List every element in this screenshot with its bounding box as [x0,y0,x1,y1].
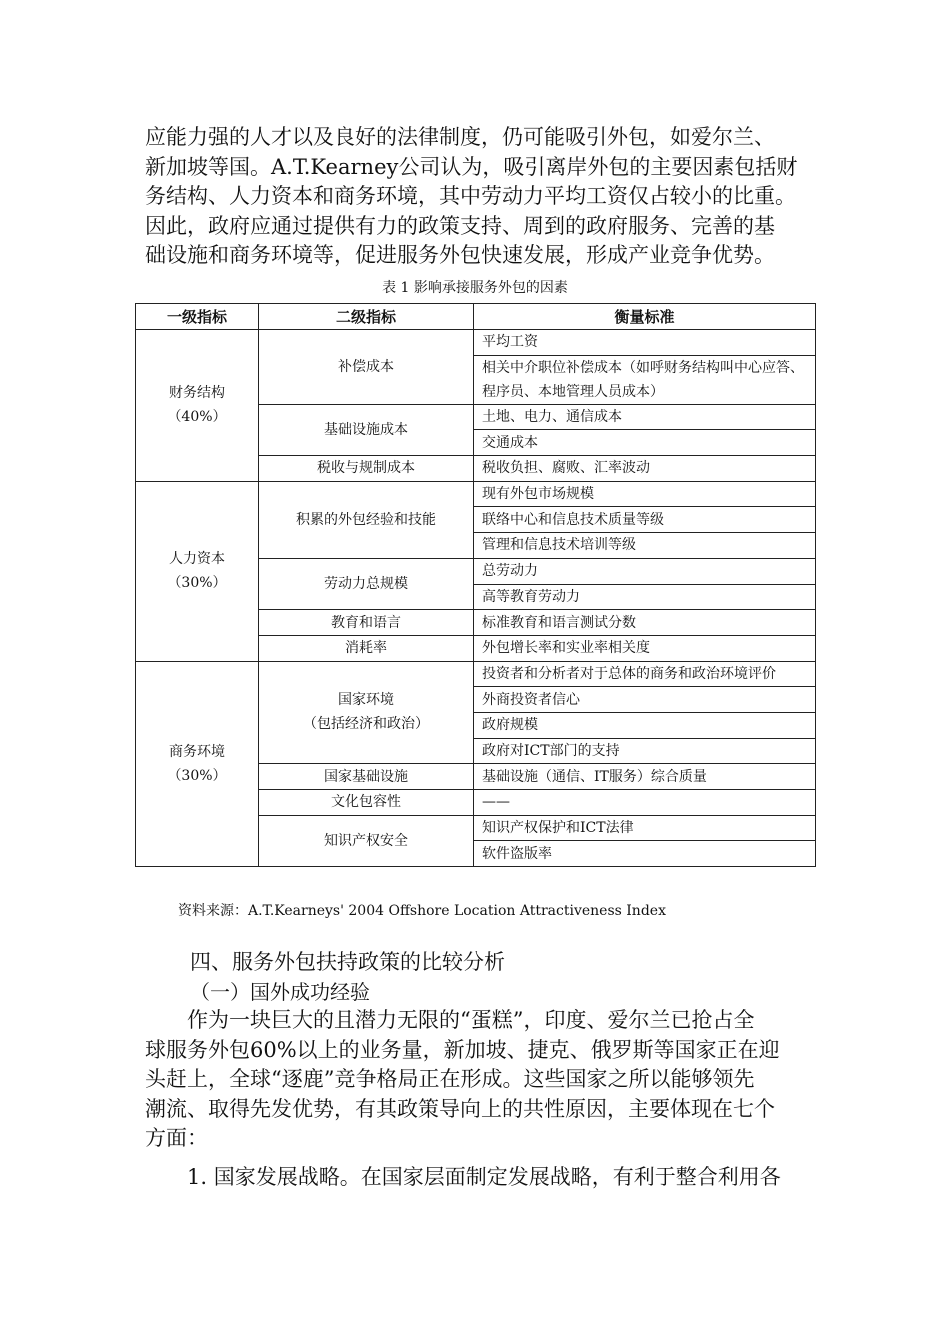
intro-line: 因此，政府应通过提供有力的政策支持、周到的政府服务、完善的基 [145,213,775,238]
criteria-cell: 交通成本 [474,430,816,456]
level1-weight: （30%） [167,767,227,784]
criteria-cell: —— [474,790,816,816]
intro-line: 新加坡等国。A.T.Kearney公司认为，吸引离岸外包的主要因素包括财 [145,154,798,179]
level2-cell: 基础设施成本 [259,404,474,455]
body-line: 方面： [145,1126,208,1150]
criteria-cell: 外商投资者信心 [474,687,816,713]
table-source-note: 资料来源：A.T.Kearneys' 2004 Offshore Location Attractiveness Index [178,903,666,919]
body-line: 头赶上，全球“逐鹿”竞争格局正在形成。这些国家之所以能够领先 [145,1067,755,1091]
table-row [136,481,816,507]
table-caption: 表 1 影响承接服务外包的因素 [382,280,568,296]
level2-cell: 补偿成本 [259,330,474,405]
list-item-1 [145,1163,815,1193]
level1-name: 人力资本 [169,551,225,568]
level2-cell: 国家基础设施 [259,764,474,790]
criteria-cell: 政府规模 [474,712,816,738]
level2-cell: 知识产权安全 [259,815,474,866]
criteria-cell: 政府对ICT部门的支持 [474,738,816,764]
criteria-cell: 基础设施（通信、IT服务）综合质量 [474,764,816,790]
criteria-cell: 软件盗版率 [474,841,816,867]
criteria-cell: 土地、电力、通信成本 [474,404,816,430]
intro-line: 务结构、人力资本和商务环境，其中劳动力平均工资仅占较小的比重。 [145,184,796,208]
level2-cell: 劳动力总规模 [259,558,474,609]
criteria-cell: 税收负担、腐败、汇率波动 [474,456,816,482]
criteria-cell: 外包增长率和实业率相关度 [474,635,816,661]
level2-cell: 积累的外包经验和技能 [259,481,474,558]
criteria-cell: 总劳动力 [474,558,816,584]
body-paragraph [145,1006,815,1154]
level2-name-note: （包括经济和政治） [303,716,429,733]
level1-cell [136,481,259,661]
criteria-cell: 投资者和分析者对于总体的商务和政治环境评价 [474,661,816,687]
level2-cell: 税收与规制成本 [259,456,474,482]
criteria-cell: 高等教育劳动力 [474,584,816,610]
criteria-cell: 平均工资 [474,330,816,356]
list-item-text: 1. 国家发展战略。在国家层面制定发展战略，有利于整合利用各 [145,1165,781,1189]
intro-line: 应能力强的人才以及良好的法律制度，仍可能吸引外包，如爱尔兰、 [145,125,775,149]
table-header-row [136,304,816,330]
level2-cell: 教育和语言 [259,610,474,636]
level1-name: 商务环境 [169,743,225,760]
criteria-cell: 管理和信息技术培训等级 [474,533,816,559]
body-line: 作为一块巨大的且潜力无限的“蛋糕”，印度、爱尔兰已抢占全 [145,1008,755,1032]
criteria-cell: 联络中心和信息技术质量等级 [474,507,816,533]
level2-cell [259,661,474,764]
level2-name: 国家环境 [338,692,394,709]
column-header: 衡量标准 [474,304,816,330]
level2-cell: 消耗率 [259,635,474,661]
body-line: 球服务外包60%以上的业务量，新加坡、捷克、俄罗斯等国家正在迎 [145,1037,780,1062]
criteria-cell: 知识产权保护和ICT法律 [474,815,816,841]
level2-cell: 文化包容性 [259,790,474,816]
level1-cell [136,330,259,482]
level1-weight: （40%） [167,409,227,426]
level1-cell [136,661,259,867]
table-row [136,330,816,356]
column-header: 一级指标 [136,304,259,330]
level1-name: 财务结构 [169,385,225,402]
intro-line: 础设施和商务环境等，促进服务外包快速发展，形成产业竞争优势。 [145,243,775,267]
section-subheading: （一）国外成功经验 [190,980,370,1004]
intro-paragraph [145,123,815,271]
level1-weight: （30%） [167,575,227,592]
factors-table [135,303,816,867]
criteria-cell: 标准教育和语言测试分数 [474,610,816,636]
body-line: 潮流、取得先发优势，有其政策导向上的共性原因，主要体现在七个 [145,1096,775,1121]
criteria-cell: 相关中介职位补偿成本（如呼财务结构叫中心应答、程序员、本地管理人员成本） [474,355,816,404]
column-header: 二级指标 [259,304,474,330]
criteria-cell: 现有外包市场规模 [474,481,816,507]
section-heading: 四、服务外包扶持政策的比较分析 [190,950,505,974]
